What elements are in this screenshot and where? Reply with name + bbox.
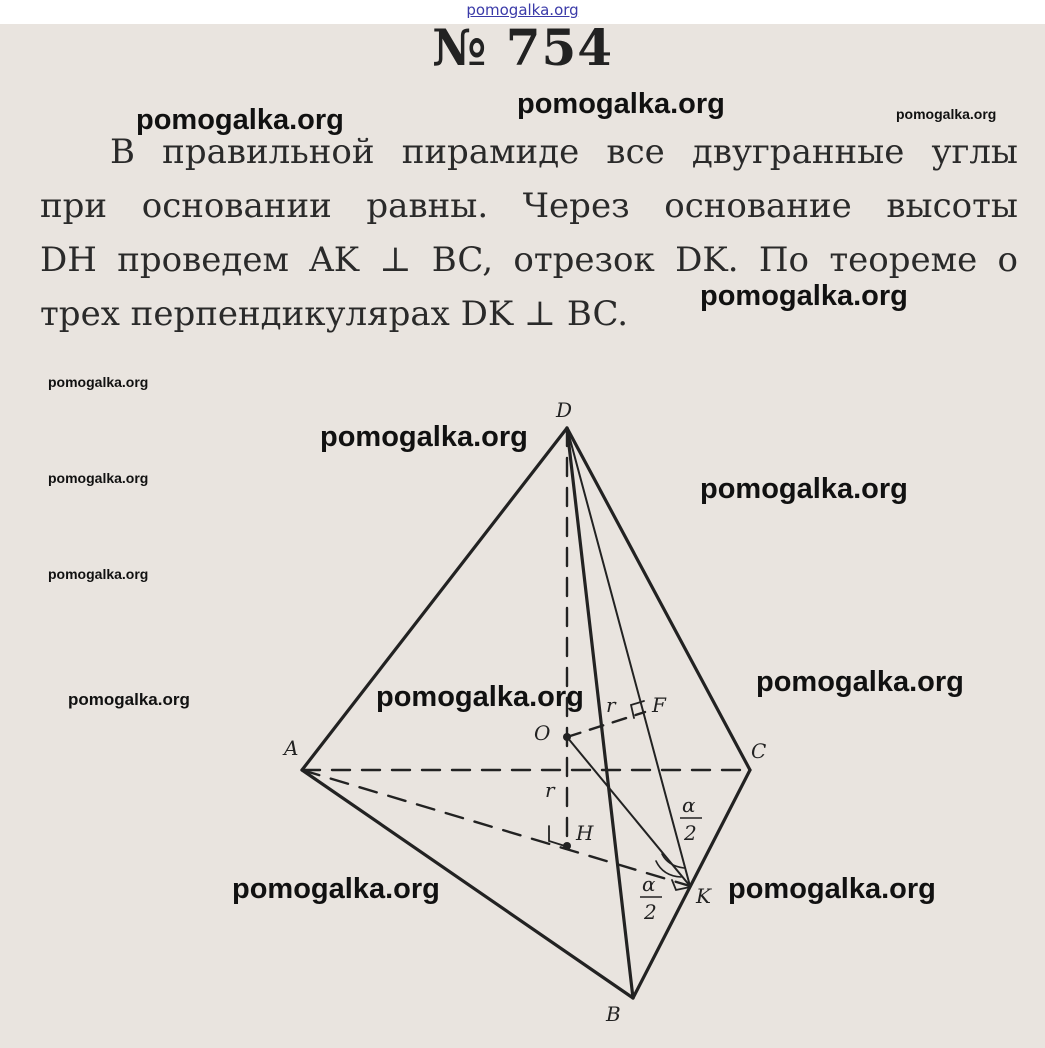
watermark: pomogalka.org [896, 106, 997, 122]
label-alpha-lower: α [642, 872, 656, 896]
label-two-lower: 2 [644, 900, 657, 924]
watermark: pomogalka.org [376, 681, 584, 713]
problem-text-line-4: трех перпендикулярах DK ⊥ BC. [40, 294, 629, 334]
label-A: A [284, 736, 299, 760]
watermark: pomogalka.org [48, 566, 149, 582]
segment-AK [302, 770, 690, 886]
watermark: pomogalka.org [136, 104, 344, 136]
right-angle-H [549, 826, 565, 846]
watermark: pomogalka.org [48, 470, 149, 486]
label-r-OH: r [545, 778, 555, 802]
edge-DA [302, 428, 567, 770]
segment-DK [567, 428, 690, 886]
label-r-OF: r [606, 693, 616, 717]
label-B: B [606, 1002, 621, 1026]
point-H [563, 842, 571, 850]
watermark: pomogalka.org [232, 873, 440, 905]
label-alpha-upper: α [682, 793, 696, 817]
watermark: pomogalka.org [756, 666, 964, 698]
label-C: C [751, 739, 767, 763]
label-two-upper: 2 [684, 821, 697, 845]
label-D: D [556, 398, 573, 422]
problem-title: № 754 [431, 18, 614, 77]
watermark: pomogalka.org [517, 88, 725, 120]
problem-text-line-1: В правильной пирамиде все двугранные углы [110, 132, 1018, 172]
label-K: K [696, 884, 711, 908]
site-header-link[interactable]: pomogalka.org [466, 1, 579, 19]
watermark: pomogalka.org [700, 280, 908, 312]
watermark: pomogalka.org [320, 421, 528, 453]
point-O [563, 733, 571, 741]
label-F: F [652, 693, 666, 717]
problem-text-line-3: DH проведем AK ⊥ BC, отрезок DK. По теореме о [40, 240, 1018, 280]
label-H: H [576, 821, 594, 845]
label-O: O [534, 721, 551, 745]
problem-text-line-2: при основании равны. Через основание высоты [40, 186, 1018, 226]
watermark: pomogalka.org [728, 873, 936, 905]
watermark: pomogalka.org [48, 374, 149, 390]
watermark: pomogalka.org [68, 690, 190, 709]
watermark: pomogalka.org [700, 473, 908, 505]
